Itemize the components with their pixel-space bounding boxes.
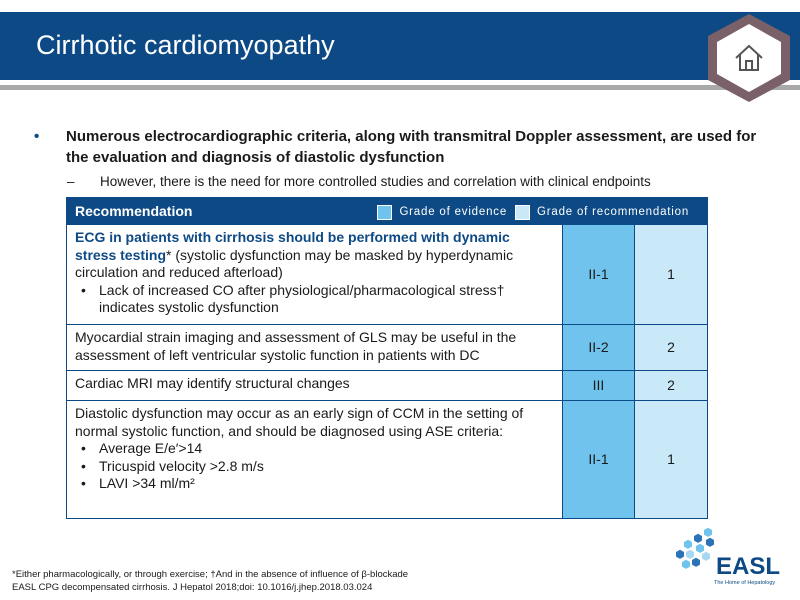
table-legend xyxy=(377,204,689,222)
recommendation-main: Diastolic dysfunction may occur as an early sign of CCM in the setting of normal systolic function, and should be diagnosed using ASE criteria: xyxy=(75,405,524,439)
recommendation-grade-cell: 1 xyxy=(635,225,708,325)
recommendation-swatch xyxy=(515,205,530,220)
table-header-row xyxy=(67,198,708,225)
home-button[interactable] xyxy=(706,12,792,104)
list-item-text: Average E/e′>14 xyxy=(99,440,203,456)
slide-title: Cirrhotic cardiomyopathy xyxy=(36,30,335,60)
bullet-dot: • xyxy=(34,128,40,145)
recommendation-text: Cardiac MRI may identify structural changes xyxy=(67,371,563,401)
table-header xyxy=(67,198,708,225)
bullet-sub-text: However, there is the need for more controlled studies and correlation with clinical endpoints xyxy=(100,174,651,189)
legend-recommendation-label: Grade of recommendation xyxy=(537,206,690,218)
citation-line: EASL CPG decompensated cirrhosis. J Hepatol 2018;doi: 10.1016/j.jhep.2018.03.024 xyxy=(12,582,373,593)
recommendation-grade-cell: 2 xyxy=(635,325,708,371)
sub-bullet-dot: • xyxy=(81,457,86,474)
sub-bullet-dot: • xyxy=(81,475,86,491)
logo-wordmark: EASL xyxy=(716,553,781,580)
list-item-text: LAVI >34 ml/m² xyxy=(99,475,195,491)
easl-logo xyxy=(672,526,792,588)
recommendation-grade-cell: 1 xyxy=(635,401,708,519)
sub-bullet-item xyxy=(34,173,764,191)
bullet-list xyxy=(34,126,764,191)
list-item xyxy=(75,458,554,476)
table-row xyxy=(67,225,708,325)
recommendation-grade-cell: 2 xyxy=(635,371,708,401)
recommendation-text xyxy=(67,401,563,519)
bullet-main-text: Numerous electrocardiographic criteria, along with transmitral Doppler assessment, are used for the evaluation and diagnosis of diastolic dysfunction xyxy=(66,128,757,166)
recommendation-bold: ECG in patients with cirrhosis should be performed with dynamic stress testing xyxy=(75,229,510,263)
footnotes xyxy=(12,568,408,594)
recommendation-text: Myocardial strain imaging and assessment of GLS may be useful in the assessment of left ventricular systolic function in patients with DC xyxy=(67,325,563,371)
table-row xyxy=(67,371,708,401)
bullet-item xyxy=(34,126,764,168)
list-item xyxy=(75,282,554,317)
table-header-title: Recommendation xyxy=(75,203,193,219)
recommendation-table xyxy=(66,197,708,519)
logo-tagline: The Home of Hepatology xyxy=(714,580,776,586)
evidence-grade-cell: II-1 xyxy=(563,225,635,325)
logo-hexagon-cluster xyxy=(676,528,714,569)
list-item xyxy=(75,475,554,493)
table-row xyxy=(67,325,708,371)
sub-bullet-dot: • xyxy=(81,440,86,456)
recommendation-text xyxy=(67,225,563,325)
list-item xyxy=(75,440,554,458)
title-underline xyxy=(0,85,800,90)
sub-bullet-dash: – xyxy=(67,174,75,189)
list-item-text: Tricuspid velocity >2.8 m/s xyxy=(99,457,264,474)
table-row xyxy=(67,401,708,519)
evidence-grade-cell: II-1 xyxy=(563,401,635,519)
recommendation-rest: * (systolic dysfunction may be masked by hyperdynamic circulation and reduced afterload) xyxy=(75,246,514,280)
evidence-grade-cell: II-2 xyxy=(563,325,635,371)
footnote-line: *Either pharmacologically, or through exercise; †And in the absence of influence of β-blockade xyxy=(12,569,409,580)
legend-evidence-label: Grade of evidence xyxy=(399,206,508,218)
evidence-swatch xyxy=(377,205,392,220)
evidence-grade-cell: III xyxy=(563,371,635,401)
list-item-text: Lack of increased CO after physiological/pharmacological stress† indicates systolic dysfunction xyxy=(99,281,505,315)
sub-bullet-dot: • xyxy=(81,281,86,298)
